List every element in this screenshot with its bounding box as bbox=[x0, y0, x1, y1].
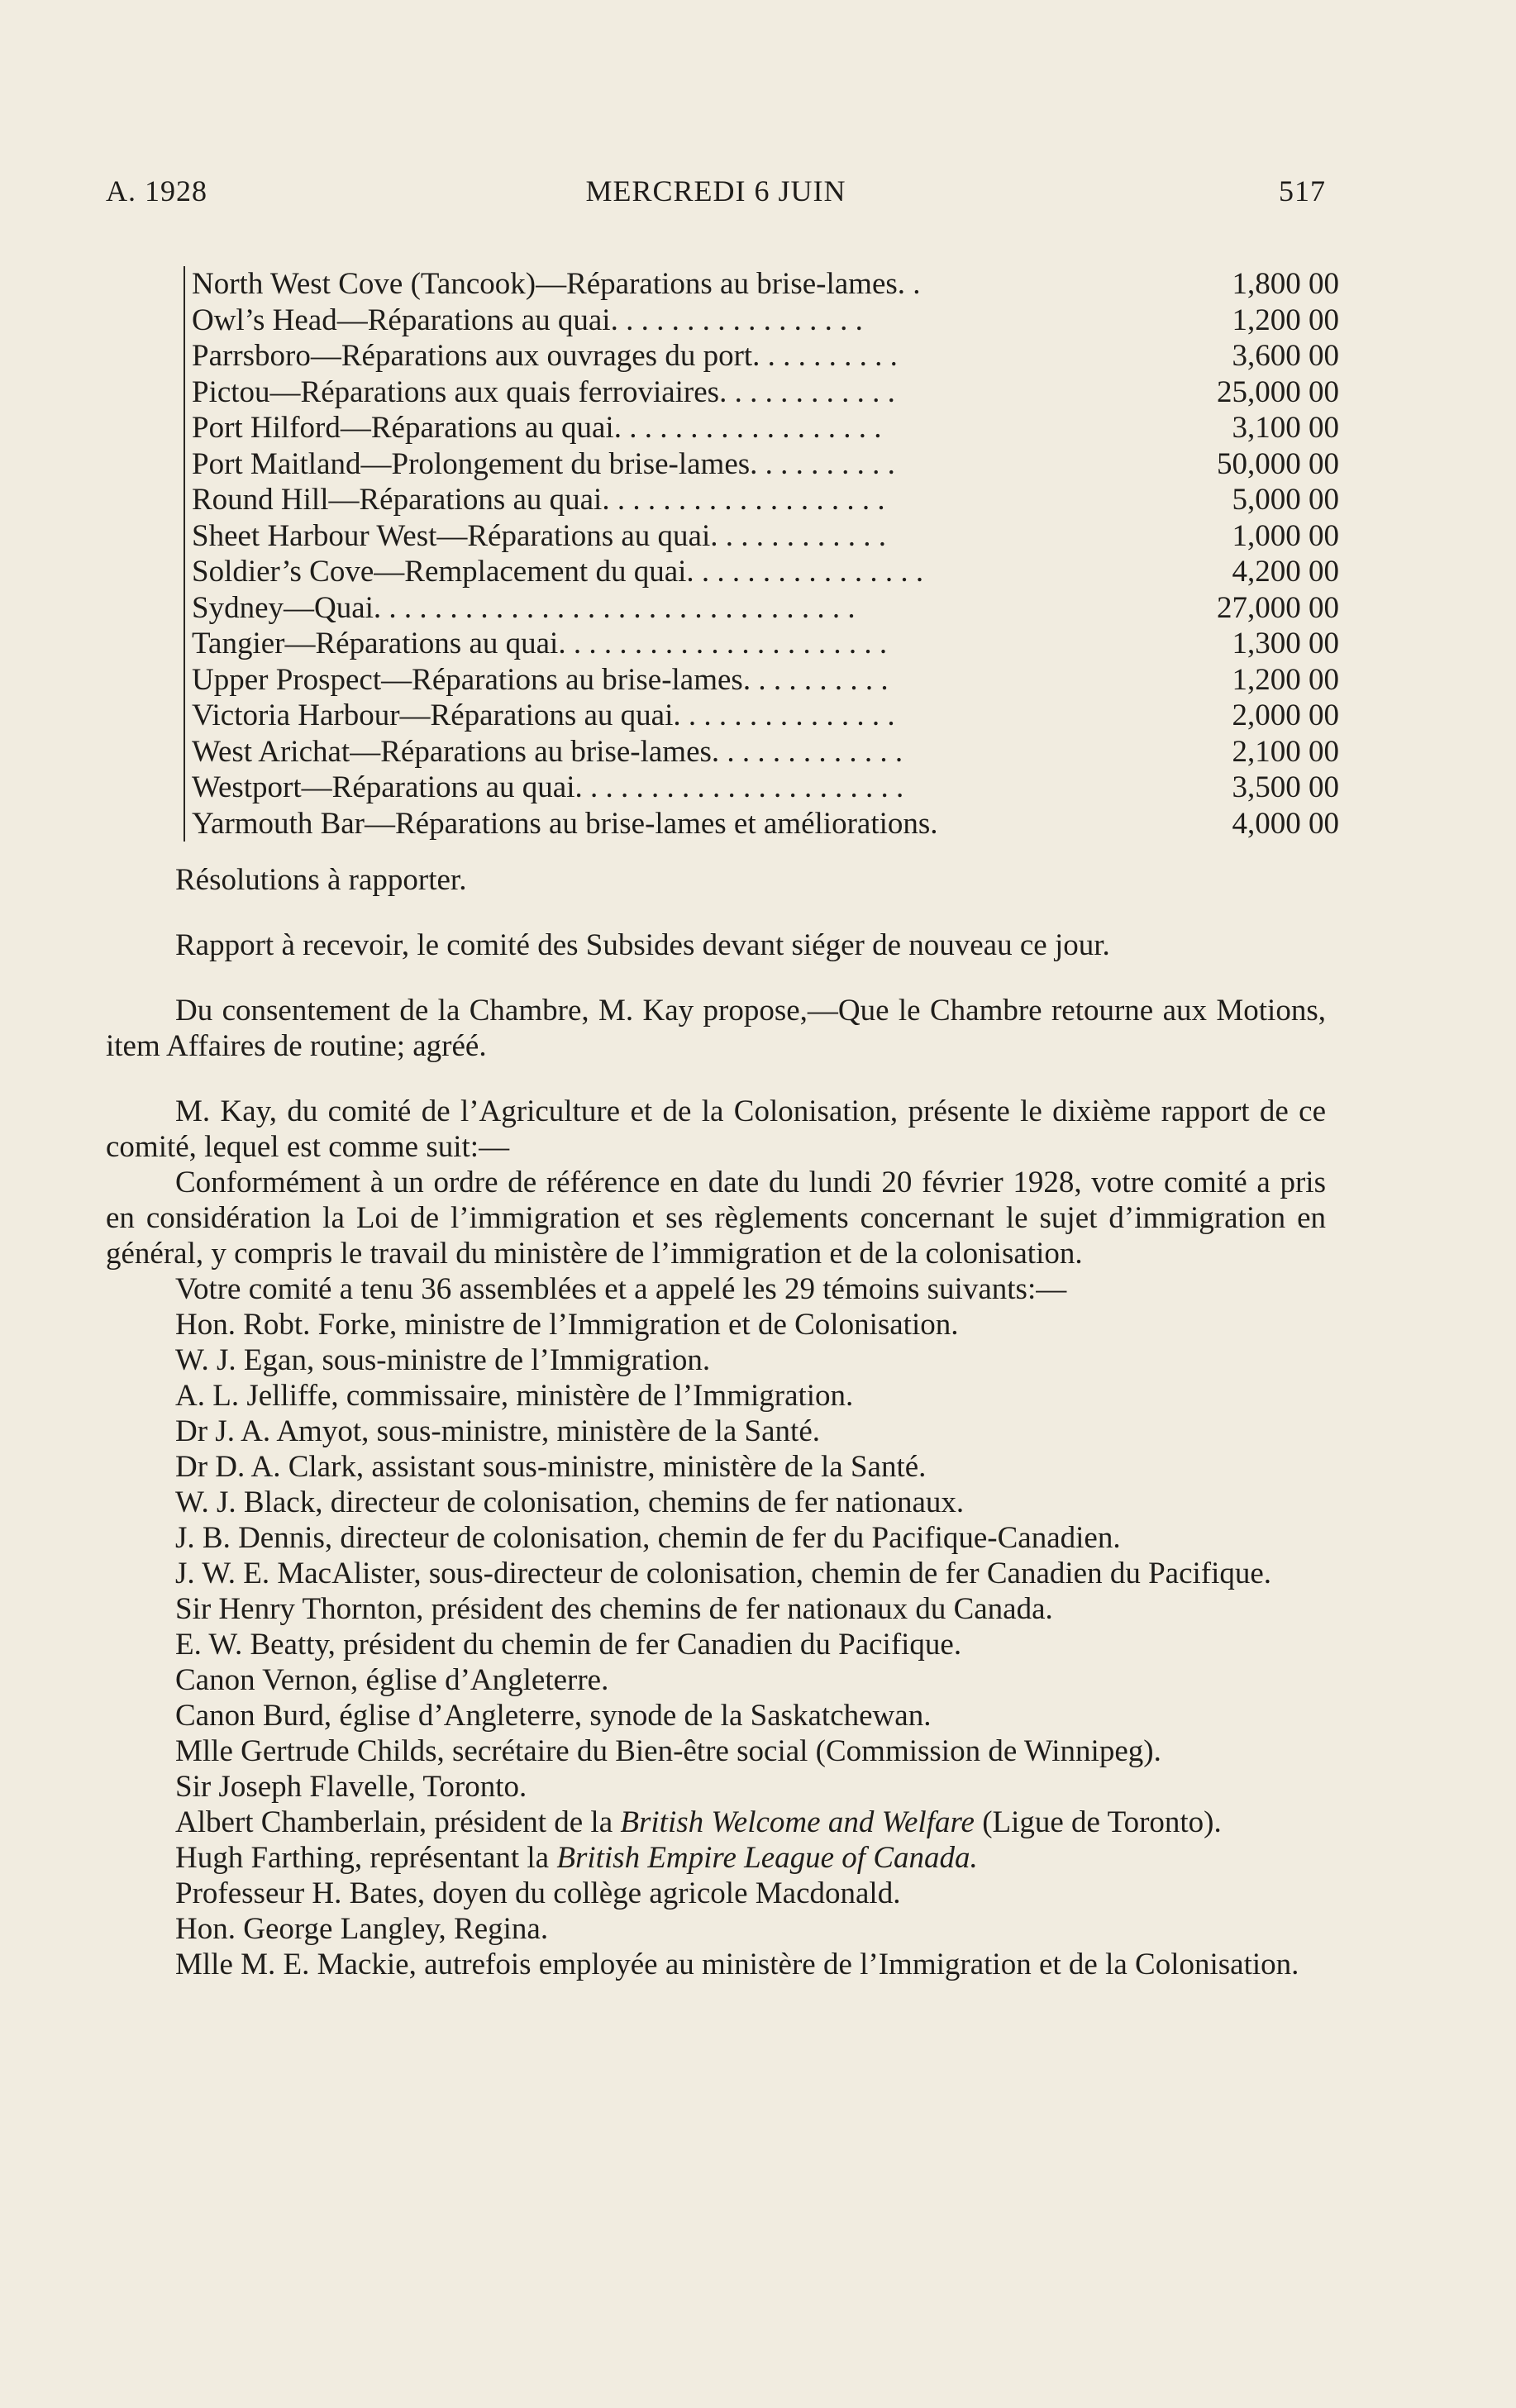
item-label: Parrsboro—Réparations aux ouvrages du port. . . . . . . . . . bbox=[192, 339, 898, 373]
witness-entry: W. J. Black, directeur de colonisation, chemins de fer nationaux. bbox=[175, 1485, 965, 1519]
motion-paragraph: Du consentement de la Chambre, M. Kay propose,—Que le Chambre retourne aux Motions, item Affaires de routine; agréé. bbox=[106, 994, 1326, 1063]
item-label: Port Hilford—Réparations au quai. . . . . . . . . . . . . . . . . . bbox=[192, 411, 882, 445]
witness-entry: Mlle M. E. Mackie, autrefois employée au ministère de l’Immigration et de la Colonisation. bbox=[175, 1948, 1299, 1981]
item-amount: 4,200 00 bbox=[1232, 555, 1339, 589]
witness-entry: Professeur H. Bates, doyen du collège agricole Macdonald. bbox=[175, 1876, 901, 1910]
list-item bbox=[192, 734, 1339, 770]
item-label: Pictou—Réparations aux quais ferroviaires. . . . . . . . . . . . bbox=[192, 374, 895, 409]
report-note: Rapport à recevoir, le comité des Subsides devant siéger de nouveau ce jour. bbox=[175, 928, 1110, 962]
witness-entry: Canon Burd, église d’Angleterre, synode de la Saskatchewan. bbox=[175, 1699, 932, 1733]
session-year: A. 1928 bbox=[106, 174, 207, 207]
witness-entry: Sir Henry Thornton, président des chemins de fer nationaux du Canada. bbox=[175, 1592, 1053, 1626]
witness-entry: A. L. Jelliffe, commissaire, ministère de l’Immigration. bbox=[175, 1379, 854, 1413]
witness-entry: Hon. Robt. Forke, ministre de l’Immigration et de Colonisation. bbox=[175, 1308, 959, 1342]
list-item bbox=[192, 303, 1339, 339]
list-item bbox=[192, 770, 1339, 806]
list-item bbox=[192, 662, 1339, 699]
witness-entry: W. J. Egan, sous-ministre de l’Immigration. bbox=[175, 1343, 711, 1377]
witness-entry: J. B. Dennis, directeur de colonisation, chemin de fer du Pacifique-Canadien. bbox=[175, 1521, 1121, 1555]
item-amount: 1,200 00 bbox=[1232, 303, 1339, 337]
list-item bbox=[192, 626, 1339, 662]
witness-entry: Canon Vernon, église d’Angleterre. bbox=[175, 1663, 609, 1697]
item-label: Tangier—Réparations au quai. . . . . . . . . . . . . . . . . . . . . . bbox=[192, 627, 888, 660]
item-label: Sydney—Quai. . . . . . . . . . . . . . . . . . . . . . . . . . . . . . . . bbox=[192, 590, 856, 625]
item-amount: 2,000 00 bbox=[1232, 699, 1339, 732]
witness-entry bbox=[106, 1840, 1326, 1876]
item-amount: 3,500 00 bbox=[1232, 770, 1339, 804]
item-amount: 2,100 00 bbox=[1232, 734, 1339, 769]
witness-text: (Ligue de Toronto). bbox=[974, 1805, 1222, 1839]
resolutions-note: Résolutions à rapporter. bbox=[175, 863, 467, 897]
list-item bbox=[192, 266, 1339, 303]
witness-entry: Mlle Gertrude Childs, secrétaire du Bien-être social (Commission de Winnipeg). bbox=[175, 1734, 1161, 1768]
witnesses-intro: Votre comité a tenu 36 assemblées et a appelé les 29 témoins suivants:— bbox=[175, 1272, 1067, 1306]
item-amount: 3,600 00 bbox=[1232, 339, 1339, 373]
page-date-title: MERCREDI 6 JUIN bbox=[585, 174, 846, 207]
report-intro-paragraph: M. Kay, du comité de l’Agriculture et de la Colonisation, présente le dixième rapport de ce comité, lequel est comme suit:— bbox=[106, 1094, 1326, 1164]
list-item bbox=[192, 698, 1339, 734]
list-item bbox=[192, 806, 1339, 842]
witness-entry: Dr D. A. Clark, assistant sous-ministre, ministère de la Santé. bbox=[175, 1450, 927, 1484]
item-amount: 5,000 00 bbox=[1232, 483, 1339, 517]
witness-text: Albert Chamberlain, président de la bbox=[175, 1805, 621, 1839]
witness-entry: Dr J. A. Amyot, sous-ministre, ministère de la Santé. bbox=[175, 1414, 820, 1448]
item-amount: 1,300 00 bbox=[1232, 627, 1339, 660]
item-amount: 50,000 00 bbox=[1217, 446, 1339, 481]
item-label: Port Maitland—Prolongement du brise-lames. . . . . . . . . . bbox=[192, 446, 895, 481]
item-label: Upper Prospect—Réparations au brise-lames. . . . . . . . . . bbox=[192, 662, 889, 697]
witness-entry: E. W. Beatty, président du chemin de fer Canadien du Pacifique. bbox=[175, 1628, 962, 1662]
item-amount: 3,100 00 bbox=[1232, 411, 1339, 445]
list-item bbox=[192, 554, 1339, 590]
organization-name: British Empire League of Canada. bbox=[556, 1841, 978, 1875]
reference-paragraph: Conformément à un ordre de référence en date du lundi 20 février 1928, votre comité a pris en considération la Loi de l’immigration et ses règlements concernant le sujet d’immigration en général, y compris le travail du ministère de l’immigration et de la colonisation. bbox=[106, 1166, 1326, 1271]
witness-entry: Hon. George Langley, Regina. bbox=[175, 1912, 549, 1946]
appropriations-list bbox=[184, 266, 1339, 842]
item-label: Westport—Réparations au quai. . . . . . . . . . . . . . . . . . . . . . bbox=[192, 770, 904, 804]
list-item bbox=[192, 374, 1339, 411]
list-item bbox=[192, 590, 1339, 627]
item-amount: 4,000 00 bbox=[1232, 806, 1339, 841]
item-label: Soldier’s Cove—Remplacement du quai. . . . . . . . . . . . . . . . bbox=[192, 555, 924, 589]
item-amount: 1,800 00 bbox=[1232, 267, 1339, 301]
item-amount: 27,000 00 bbox=[1217, 590, 1339, 625]
body-text bbox=[106, 862, 1326, 1982]
list-item bbox=[192, 518, 1339, 555]
list-item bbox=[192, 482, 1339, 518]
item-label: North West Cove (Tancook)—Réparations au brise-lames. . bbox=[192, 267, 921, 301]
list-item bbox=[192, 338, 1339, 374]
list-item bbox=[192, 446, 1339, 483]
item-amount: 25,000 00 bbox=[1217, 374, 1339, 409]
item-label: West Arichat—Réparations au brise-lames. . . . . . . . . . . . . bbox=[192, 734, 903, 769]
item-amount: 1,000 00 bbox=[1232, 518, 1339, 553]
item-label: Sheet Harbour West—Réparations au quai. . . . . . . . . . . . bbox=[192, 518, 886, 553]
witness-text: Hugh Farthing, représentant la bbox=[175, 1841, 557, 1875]
witness-entry: J. W. E. MacAlister, sous-directeur de colonisation, chemin de fer Canadien du Pacifique. bbox=[175, 1557, 1272, 1590]
item-label: Yarmouth Bar—Réparations au brise-lames et améliorations. bbox=[192, 806, 938, 841]
organization-name: British Welcome and Welfare bbox=[620, 1805, 975, 1839]
list-item bbox=[192, 410, 1339, 446]
witness-entry: Sir Joseph Flavelle, Toronto. bbox=[175, 1770, 527, 1804]
running-header bbox=[106, 174, 1326, 215]
item-label: Round Hill—Réparations au quai. . . . . . . . . . . . . . . . . . . bbox=[192, 483, 885, 517]
witness-entry bbox=[106, 1805, 1326, 1840]
item-amount: 1,200 00 bbox=[1232, 662, 1339, 697]
page-number: 517 bbox=[1279, 174, 1326, 207]
item-label: Victoria Harbour—Réparations au quai. . . . . . . . . . . . . . . bbox=[192, 699, 895, 732]
item-label: Owl’s Head—Réparations au quai. . . . . . . . . . . . . . . . . bbox=[192, 303, 863, 337]
